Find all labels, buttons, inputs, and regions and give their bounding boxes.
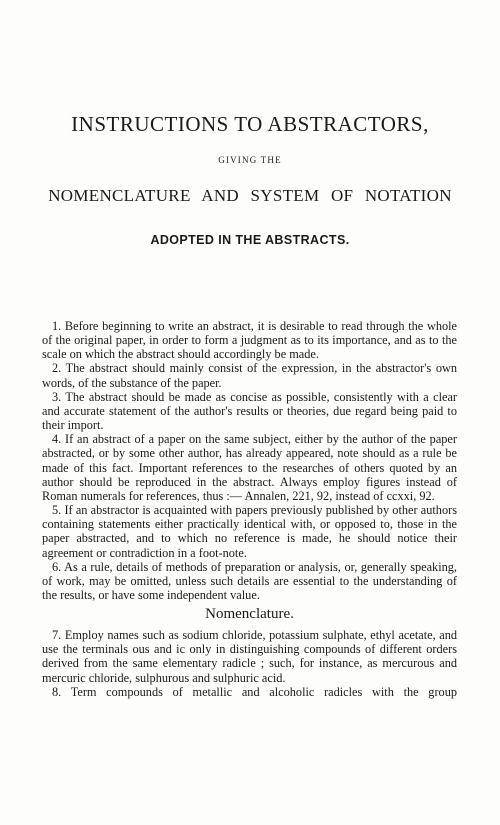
paragraph-4: 4. If an abstract of a paper on the same subject, either by the author of the paper abstracted, or by some other author, has already appeared, note should as a rule be made of this fact. Important references to the researches of others quoted by an author should be reproduced in the abstract. Always employ figures instead of Roman numerals for references, thus :— Annalen, 221, 92, instead of ccxxi, 92.: [42, 432, 457, 503]
paragraph-8: 8. Term compounds of metallic and alcoholic radicles with the group: [52, 684, 457, 699]
paragraph-5: 5. If an abstractor is acquainted with papers previously published by other authors containing statements either practically identical with, or opposed to, those in the paper abstracted, and to which no reference is made, he should notice their agreement or contradiction in a foot-note.: [42, 503, 457, 560]
document-title: INSTRUCTIONS TO ABSTRACTORS,: [71, 112, 429, 136]
giving-the-line: GIVING THE: [218, 155, 282, 165]
paragraph-6: 6. As a rule, details of methods of preparation or analysis, or, generally speaking, of work, may be omitted, unless such details are essential to the understanding of the results, or have some independent value.: [42, 559, 457, 602]
paragraph-3: 3. The abstract should be made as concise as possible, consistently with a clear and accurate statement of the author's results or theories, due regard being paid to their import.: [42, 389, 457, 433]
paragraph-1: 1. Before beginning to write an abstract, it is desirable to read through the whole of the original paper, in order to form a judgment as to its importance, and as to the scale on which the abstract should accordingly be made.: [42, 319, 457, 362]
document-subtitle: NOMENCLATURE AND SYSTEM OF NOTATION: [48, 186, 452, 205]
section-heading-nomenclature: Nomenclature.: [205, 606, 294, 623]
paragraph-7: 7. Employ names such as sodium chloride, potassium sulphate, ethyl acetate, and use the terminals ous and ic only in distinguishing compounds of different orders derived from the same elementary radicle ; such, for instance, as mercurous and mercuric chloride, sulphurous and sulphuric acid.: [42, 628, 457, 685]
adopted-line: ADOPTED IN THE ABSTRACTS.: [150, 233, 350, 247]
document-body: [42, 319, 457, 699]
paragraph-2: 2. The abstract should mainly consist of the expression, in the abstractor's own words, of the substance of the paper.: [42, 361, 457, 390]
